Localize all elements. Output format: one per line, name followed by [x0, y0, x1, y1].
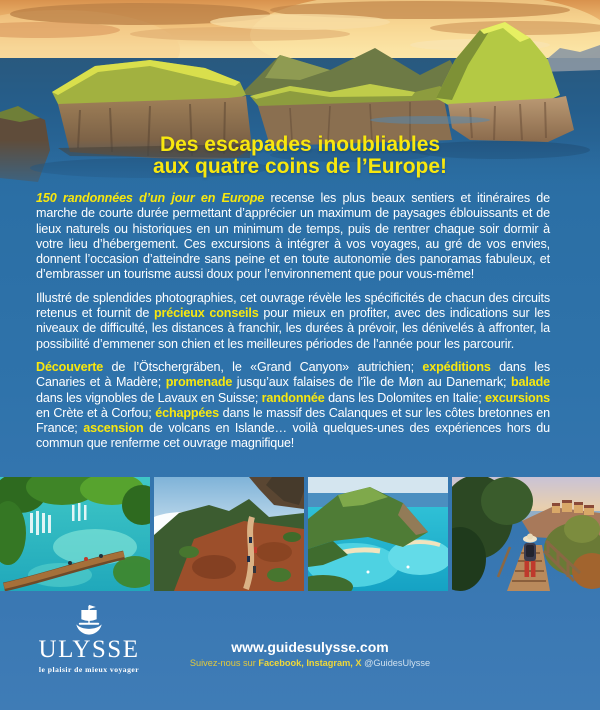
text-segment: de volcans en Islande… voilà quelques-unes des expériences hors du commun que renferme cet ouvrage magnifique!: [36, 421, 550, 451]
text-segment: dans les Dolomites en Italie;: [324, 390, 485, 405]
text-segment: de l’Ötschergräben, le «Grand Canyon» autrichien;: [103, 359, 423, 374]
headline-line1: Des escapades inoubliables: [159, 133, 441, 156]
social-prefix: Suivez-nous sur: [189, 658, 259, 668]
headline-line2: aux quatre coins de l’Europe!: [152, 155, 448, 178]
headline: [0, 134, 600, 178]
highlight-balade: balade: [510, 375, 550, 390]
highlight-excursions: excursions: [484, 390, 550, 405]
text-segment: recense les plus beaux sentiers et itinéraires de marche de courte durée permettant d’apprécier un maximum de paysages éblouissants et de lieux naturels ou historiques en un minimum de temps, puis de rentrer chaque soir dormir à votre lieu d’hébergement. Ces excursions à intégrer à vos voyages, au gré de vos envies, donnent l’occasion d’atteindre sans peine et en toute autonomie des panoramas fabuleux, et d’embrasser un tourisme aussi doux pour l’environnement que pour vous-même!: [36, 191, 550, 282]
highlight-randonnee: randonnée: [261, 390, 325, 405]
paragraph-intro: [36, 191, 550, 283]
highlight-ascension: ascension: [83, 421, 144, 436]
social-line: [145, 658, 475, 668]
ulysse-logo: [30, 604, 148, 674]
paragraph-highlights: [36, 360, 550, 452]
website-url: www.guidesulysse.com: [231, 639, 389, 655]
publisher-links: [145, 640, 475, 668]
social-handle: @GuidesUlysse: [361, 658, 431, 668]
facebook-label: Facebook: [258, 658, 302, 668]
text-segment: dans le massif des Calanques et sur les côtes bretonnes en France;: [36, 405, 550, 436]
highlight-decouverte: Découverte: [36, 359, 104, 374]
highlight-echappees: échappées: [155, 405, 219, 420]
photo-sunset-boardwalk-hiker: [452, 477, 600, 591]
x-label: X: [355, 658, 362, 668]
text-segment: Illustré de splendides photographies, cet ouvrage révèle les spécificités de chacun des circuits retenus et fournit de: [36, 290, 550, 321]
photo-trail-above-clouds: [154, 477, 304, 591]
highlight-expeditions: expéditions: [422, 359, 491, 374]
book-title-mention: 150 randonnées d’un jour en Europe: [36, 191, 265, 205]
highlight-promenade: promenade: [165, 375, 233, 390]
logo-tagline: le plaisir de mieux voyager: [38, 665, 140, 674]
separator: ,: [350, 658, 356, 668]
body-copy: [36, 191, 550, 460]
text-segment: jusqu’aux falaises de l’île de Møn au Danemark;: [232, 375, 511, 390]
sailing-ship-icon: [72, 604, 106, 638]
photo-twin-bays: [308, 477, 448, 591]
photo-lakes-boardwalk: [0, 477, 150, 591]
paragraph-features: [36, 291, 550, 352]
text-segment: en Crète et à Corfou;: [36, 405, 156, 420]
logo-wordmark: ULYSSE: [38, 636, 140, 663]
photo-strip: [0, 477, 600, 591]
text-segment: dans les Canaries et à Madère;: [36, 359, 550, 390]
text-segment: dans les vignobles de Lavaux en Suisse;: [36, 390, 262, 405]
highlight-precieux-conseils: précieux conseils: [154, 306, 259, 321]
separator: ,: [301, 658, 307, 668]
text-segment: pour mieux en profiter, avec des indications sur les niveaux de difficulté, les distances à franchir, les durées à prévoir, les dénivelés à affronter, la possibilité d’emmener son chien et les meilleures périodes de l’année pour les parcourir.: [36, 306, 551, 351]
instagram-label: Instagram: [306, 658, 351, 668]
